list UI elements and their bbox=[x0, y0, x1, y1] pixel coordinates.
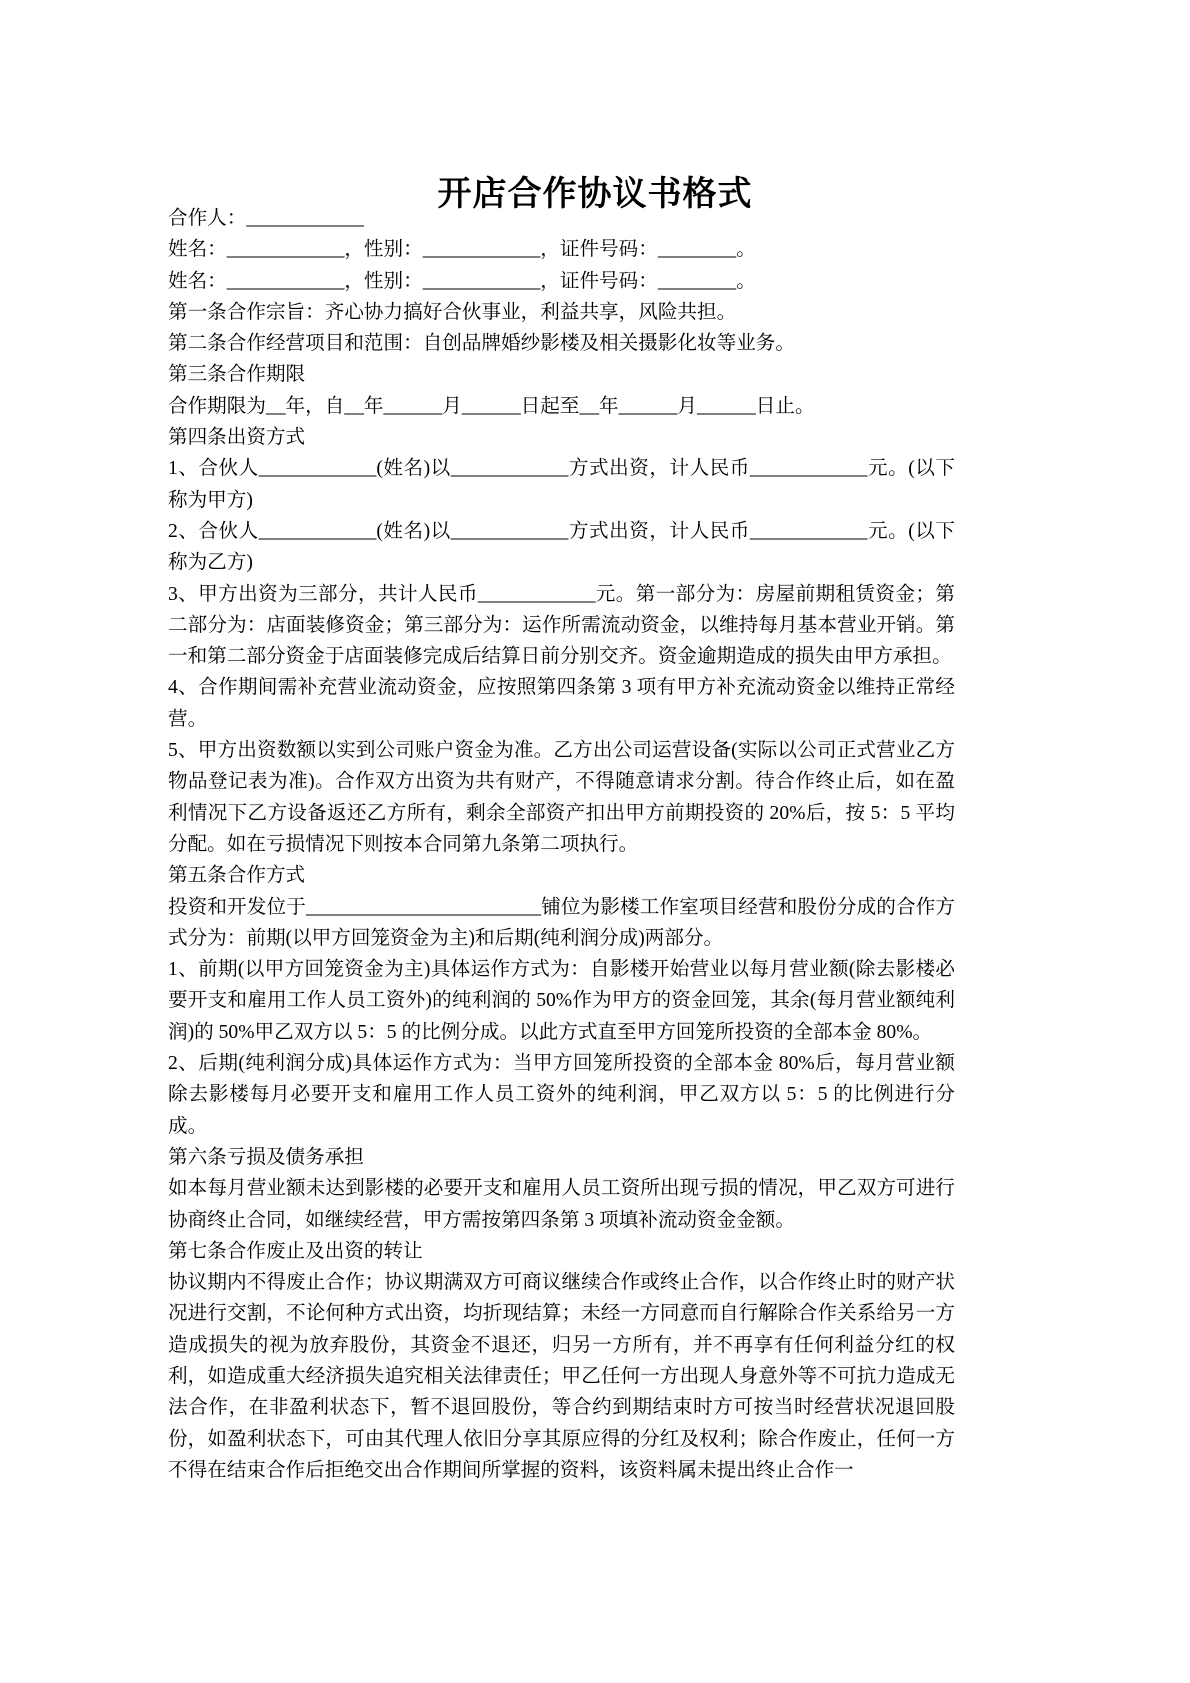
paragraph-name-row-1: 姓名：____________，性别：____________，证件号码：________。 bbox=[168, 239, 756, 261]
clause-1-purpose: 第一条合作宗旨：齐心协力搞好合伙事业，利益共享，风险共担。 bbox=[168, 301, 737, 323]
clause-5-item-1: 1、前期(以甲方回笼资金为主)具体运作方式为：自影楼开始营业以每月营业额(除去影楼必要开支和雇用工作人员工资外)的纯利润的 50%作为甲方的资金回笼，其余(每月营业额纯利润)的 50%甲乙双方以 5：5 的比例分成。以此方式直至甲方回笼所投资的全部本金 80%。 bbox=[168, 959, 955, 1043]
document-body bbox=[168, 203, 955, 1486]
clause-6-body: 如本每月营业额未达到影楼的必要开支和雇用人员工资所出现亏损的情况，甲乙双方可进行协商终止合同，如继续经营，甲方需按第四条第 3 项填补流动资金金额。 bbox=[168, 1178, 955, 1231]
clause-2-scope: 第二条合作经营项目和范围：自创品牌婚纱影楼及相关摄影化妆等业务。 bbox=[168, 333, 795, 355]
paragraph-partner-label: 合作人：____________ bbox=[168, 208, 364, 229]
clause-4-item-4: 4、合作期间需补充营业流动资金，应按照第四条第 3 项有甲方补充流动资金以维持正常经营。 bbox=[168, 677, 955, 730]
clause-5-intro: 投资和开发位于________________________铺位为影楼工作室项目经营和股份分成的合作方式分为：前期(以甲方回笼资金为主)和后期(纯利润分成)两部分。 bbox=[168, 896, 955, 949]
clause-5-heading: 第五条合作方式 bbox=[168, 865, 306, 887]
clause-4-item-3: 3、甲方出资为三部分，共计人民币____________元。第一部分为：房屋前期租赁资金；第二部分为：店面装修资金；第三部分为：运作所需流动资金，以维持每月基本营业开销。第一和第二部分资金于店面装修完成后结算日前分别交齐。资金逾期造成的损失由甲方承担。 bbox=[168, 583, 955, 668]
clause-3-term-line: 合作期限为__年，自__年______月______日起至__年______月______日止。 bbox=[168, 395, 815, 417]
clause-3-heading: 第三条合作期限 bbox=[168, 364, 306, 386]
clause-4-item-1: 1、合伙人____________(姓名)以____________方式出资，计人民币____________元。(以下称为甲方) bbox=[168, 458, 955, 511]
clause-7-body: 协议期内不得废止合作；协议期满双方可商议继续合作或终止合作，以合作终止时的财产状况进行交割，不论何种方式出资，均折现结算；未经一方同意而自行解除合作关系给另一方造成损失的视为放弃股份，其资金不退还，归另一方所有，并不再享有任何利益分红的权利，如造成重大经济损失追究相关法律责任；甲乙任何一方出现人身意外等不可抗力造成无法合作，在非盈利状态下，暂不退回股份，等合约到期结束时方可按当时经营状况退回股份，如盈利状态下，可由其代理人依旧分享其原应得的分红及权利；除合作废止，任何一方不得在结束合作后拒绝交出合作期间所掌握的资料，该资料属未提出终止合作一 bbox=[168, 1272, 955, 1481]
clause-4-heading: 第四条出资方式 bbox=[168, 427, 306, 449]
clause-7-heading: 第七条合作废止及出资的转让 bbox=[168, 1240, 423, 1262]
clause-5-item-2: 2、后期(纯利润分成)具体运作方式为：当甲方回笼所投资的全部本金 80%后，每月营业额除去影楼每月必要开支和雇用工作人员工资外的纯利润，甲乙双方以 5：5 的比例进行分成。 bbox=[168, 1053, 955, 1137]
clause-4-item-2: 2、合伙人____________(姓名)以____________方式出资，计人民币____________元。(以下称为乙方) bbox=[168, 520, 955, 574]
paragraph-name-row-2: 姓名：____________，性别：____________，证件号码：________。 bbox=[168, 270, 756, 292]
clause-4-item-5: 5、甲方出资数额以实到公司账户资金为准。乙方出公司运营设备(实际以公司正式营业乙方物品登记表为准)。合作双方出资为共有财产，不得随意请求分割。待合作终止后，如在盈利情况下乙方设备返还乙方所有，剩余全部资产扣出甲方前期投资的 20%后，按 5：5 平均分配。如在亏损情况下则按本合同第九条第二项执行。 bbox=[168, 740, 955, 855]
clause-6-heading: 第六条亏损及债务承担 bbox=[168, 1146, 364, 1168]
page-title: 开店合作协议书格式 bbox=[437, 175, 753, 213]
